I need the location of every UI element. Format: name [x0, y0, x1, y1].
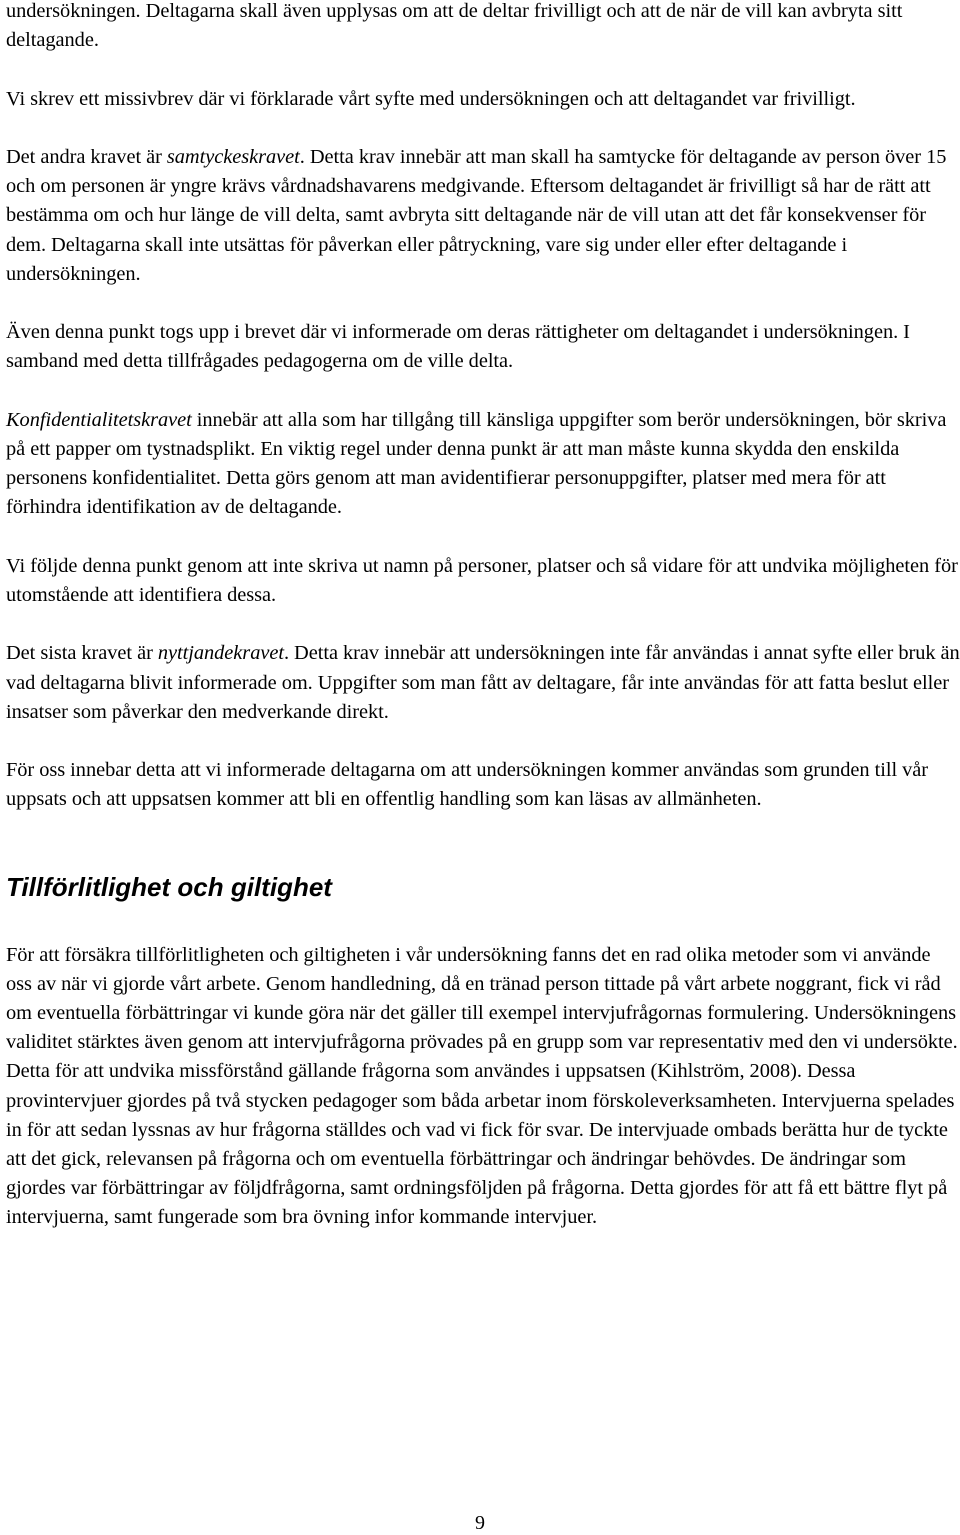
text-run: . Detta krav innebär att undersökningen inte får användas i annat syfte eller bruk än vad deltagarna blivit informerade om. Uppgifter som man fått av deltagare, får inte användas för att fatta beslut eller insatser som påverkar den medverkande direkt.	[6, 642, 960, 723]
document-page	[6, 0, 960, 1233]
paragraph-uppsats: För oss innebar detta att vi informerade deltagarna om att undersökningen kommer användas som grunden till vår uppsats och att uppsatsen kommer att bli en offentlig handling som kan läsas av allmänheten.	[6, 759, 929, 811]
text-run: Det andra kravet är	[6, 145, 167, 168]
term-konfidentialitetskravet: Konfidentialitetskravet	[6, 408, 192, 431]
text-run: . Detta krav innebär att man skall ha samtycke för deltagande av person över 15 och om personen är yngre krävs vårdnadshavarens medgivande. Eftersom deltagandet är frivilligt så har de rätt att bestämma om och hur länge de vill delta, samt avbryta sitt deltagande när de vill utan att det får konsekvenser för dem. Deltagarna skall inte utsättas för påverkan eller påtryckning, vare sig under eller efter deltagande i undersökningen.	[6, 145, 947, 285]
text-run: Det sista kravet är	[6, 642, 158, 665]
paragraph-missivbrev: Vi skrev ett missivbrev där vi förklarade vårt syfte med undersökningen och att deltagandet var frivilligt.	[6, 87, 856, 110]
paragraph-nyttjandekravet	[6, 639, 960, 727]
paragraph-namn: Vi följde denna punkt genom att inte skriva ut namn på personer, platser och så vidare för att undvika möjligheten för utomstående att identifiera dessa.	[6, 554, 958, 606]
page-number: 9	[475, 1512, 485, 1534]
term-samtyckeskravet: samtyckeskravet	[166, 145, 300, 168]
term-nyttjandekravet: nyttjandekravet	[157, 642, 284, 665]
section-heading: Tillförlitlighet och giltighet	[6, 871, 332, 902]
paragraph-intro-continued: undersökningen. Deltagarna skall även upplysas om att de deltar frivilligt och att de när de vill kan avbryta sitt deltagande.	[6, 0, 903, 52]
text-run: innebär att alla som har tillgång till känsliga uppgifter som berör undersökningen, bör skriva på ett papper om tystnadsplikt. En viktig regel under denna punkt är att man måste kunna skydda den enskilda personens konfidentialitet. Detta görs genom att man avidentifierar personuppgifter, platser med mera för att förhindra identifikation av de deltagande.	[6, 408, 947, 519]
paragraph-tillforlitlighet: För att försäkra tillförlitligheten och giltigheten i vår undersökning fanns det en rad olika metoder som vi använde oss av när vi gjorde vårt arbete. Genom handledning, då en tränad person tittade på vårt arbete noggrant, fick vi råd om eventuella förbättringar vi kunde göra när det gäller till exempel intervjufrågornas formulering. Undersökningens validitet stärktes även genom att intervjufrågorna prövades på en grupp som var representativ med den vi undersökte. Detta för att undvika missförstånd gällande frågorna som användes i uppsatsen (Kihlström, 2008). Dessa provintervjuer gjordes på två stycken pedagoger som båda arbetar inom förskoleverksamheten. Intervjuerna spelades in för att sedan lyssnas av hur frågorna ställdes och vad vi fick för svar. De intervjuade ombads berätta hur de tyckte att det gick, relevansen på frågorna och om eventuella förbättringar och ändringar behövdes. De ändringar som gjordes var förbättringar av följdfrågorna, samt ordningsföljden på frågorna. Detta gjordes för att få ett bättre flyt på intervjuerna, samt fungerade som bra övning infor kommande intervjuer.	[6, 943, 958, 1229]
paragraph-samtyckeskravet	[6, 143, 960, 289]
paragraph-konfidentialitetskravet	[6, 406, 960, 523]
paragraph-brevet: Även denna punkt togs upp i brevet där vi informerade om deras rättigheter om deltagandet i undersökningen. I samband med detta tillfrågades pedagogerna om de ville delta.	[6, 321, 910, 373]
